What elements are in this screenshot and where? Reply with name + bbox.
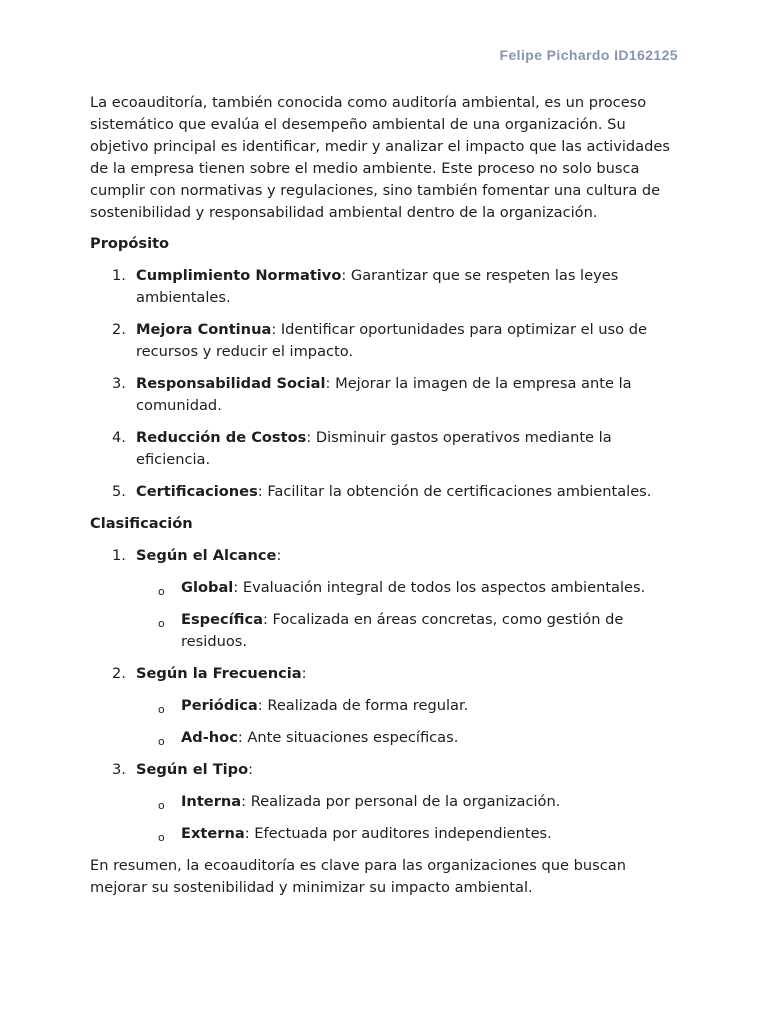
group-suffix: : [276,547,282,564]
classification-group [90,545,680,653]
list-number: 5. [112,483,126,500]
sub-list [136,695,680,749]
group-suffix: : [301,665,307,682]
sub-list [136,577,680,653]
purpose-term: Reducción de Costos [136,429,307,446]
purpose-text: : Mejorar la imagen de la empresa ante la comunidad. [136,375,632,414]
sub-item [136,609,680,653]
sub-text: : Ante situaciones específicas. [237,729,459,746]
classification-group [90,663,680,749]
purpose-term: Mejora Continua [136,321,272,338]
list-number: 2. [112,665,126,682]
list-number: 2. [112,321,126,338]
group-term: Según el Alcance [136,547,277,564]
sub-item [136,823,680,845]
sub-item [136,695,680,717]
bullet-icon: o [158,831,165,844]
sub-item [136,727,680,749]
list-number: 3. [112,375,126,392]
list-number: 1. [112,267,126,284]
sub-item [136,577,680,599]
classification-list [90,545,680,845]
sub-list [136,791,680,845]
sub-text: : Realizada por personal de la organización. [241,793,561,810]
classification-group [90,759,680,845]
author-header: Felipe Pichardo ID162125 [499,47,678,63]
classification-heading: Clasificación [90,515,193,532]
intro-paragraph: La ecoauditoría, también conocida como auditoría ambiental, es un proceso sistemático que evalúa el desempeño ambiental de una organización. Su objetivo principal es identificar, medir y analizar el impacto que las actividades de la empresa tienen sobre el medio ambiente. Este proceso no solo busca cumplir con normativas y regulaciones, sino también fomentar una cultura de sostenibilidad y responsabilidad ambiental dentro de la organización. [90,94,670,221]
sub-term: Interna [181,793,242,810]
purpose-term: Cumplimiento Normativo [136,267,342,284]
purpose-text: : Disminuir gastos operativos mediante la eficiencia. [136,429,612,468]
list-number: 4. [112,429,126,446]
purpose-term: Certificaciones [136,483,258,500]
purpose-list [90,265,680,503]
list-number: 3. [112,761,126,778]
sub-item [136,791,680,813]
purpose-item [90,481,680,503]
bullet-icon: o [158,585,165,598]
sub-term: Global [181,579,234,596]
purpose-item [90,373,680,417]
purpose-text: : Facilitar la obtención de certificaciones ambientales. [257,483,652,500]
document-body [90,92,680,899]
purpose-item [90,427,680,471]
sub-text: : Realizada de forma regular. [257,697,469,714]
sub-term: Periódica [181,697,258,714]
sub-text: : Focalizada en áreas concretas, como gestión de residuos. [181,611,624,650]
sub-text: : Efectuada por auditores independientes. [244,825,552,842]
bullet-icon: o [158,703,165,716]
group-suffix: : [248,761,254,778]
purpose-text: : Identificar oportunidades para optimizar el uso de recursos y reducir el impacto. [136,321,647,360]
bullet-icon: o [158,735,165,748]
purpose-text: : Garantizar que se respeten las leyes ambientales. [136,267,619,306]
purpose-item [90,319,680,363]
sub-text: : Evaluación integral de todos los aspectos ambientales. [233,579,646,596]
sub-term: Específica [181,611,263,628]
bullet-icon: o [158,799,165,812]
group-term: Según el Tipo [136,761,249,778]
summary-paragraph: En resumen, la ecoauditoría es clave para las organizaciones que buscan mejorar su sostenibilidad y minimizar su impacto ambiental. [90,857,626,896]
group-term: Según la Frecuencia [136,665,302,682]
purpose-term: Responsabilidad Social [136,375,326,392]
purpose-heading: Propósito [90,235,170,252]
bullet-icon: o [158,617,165,630]
list-number: 1. [112,547,126,564]
purpose-item [90,265,680,309]
sub-term: Externa [181,825,245,842]
sub-term: Ad-hoc [181,729,238,746]
